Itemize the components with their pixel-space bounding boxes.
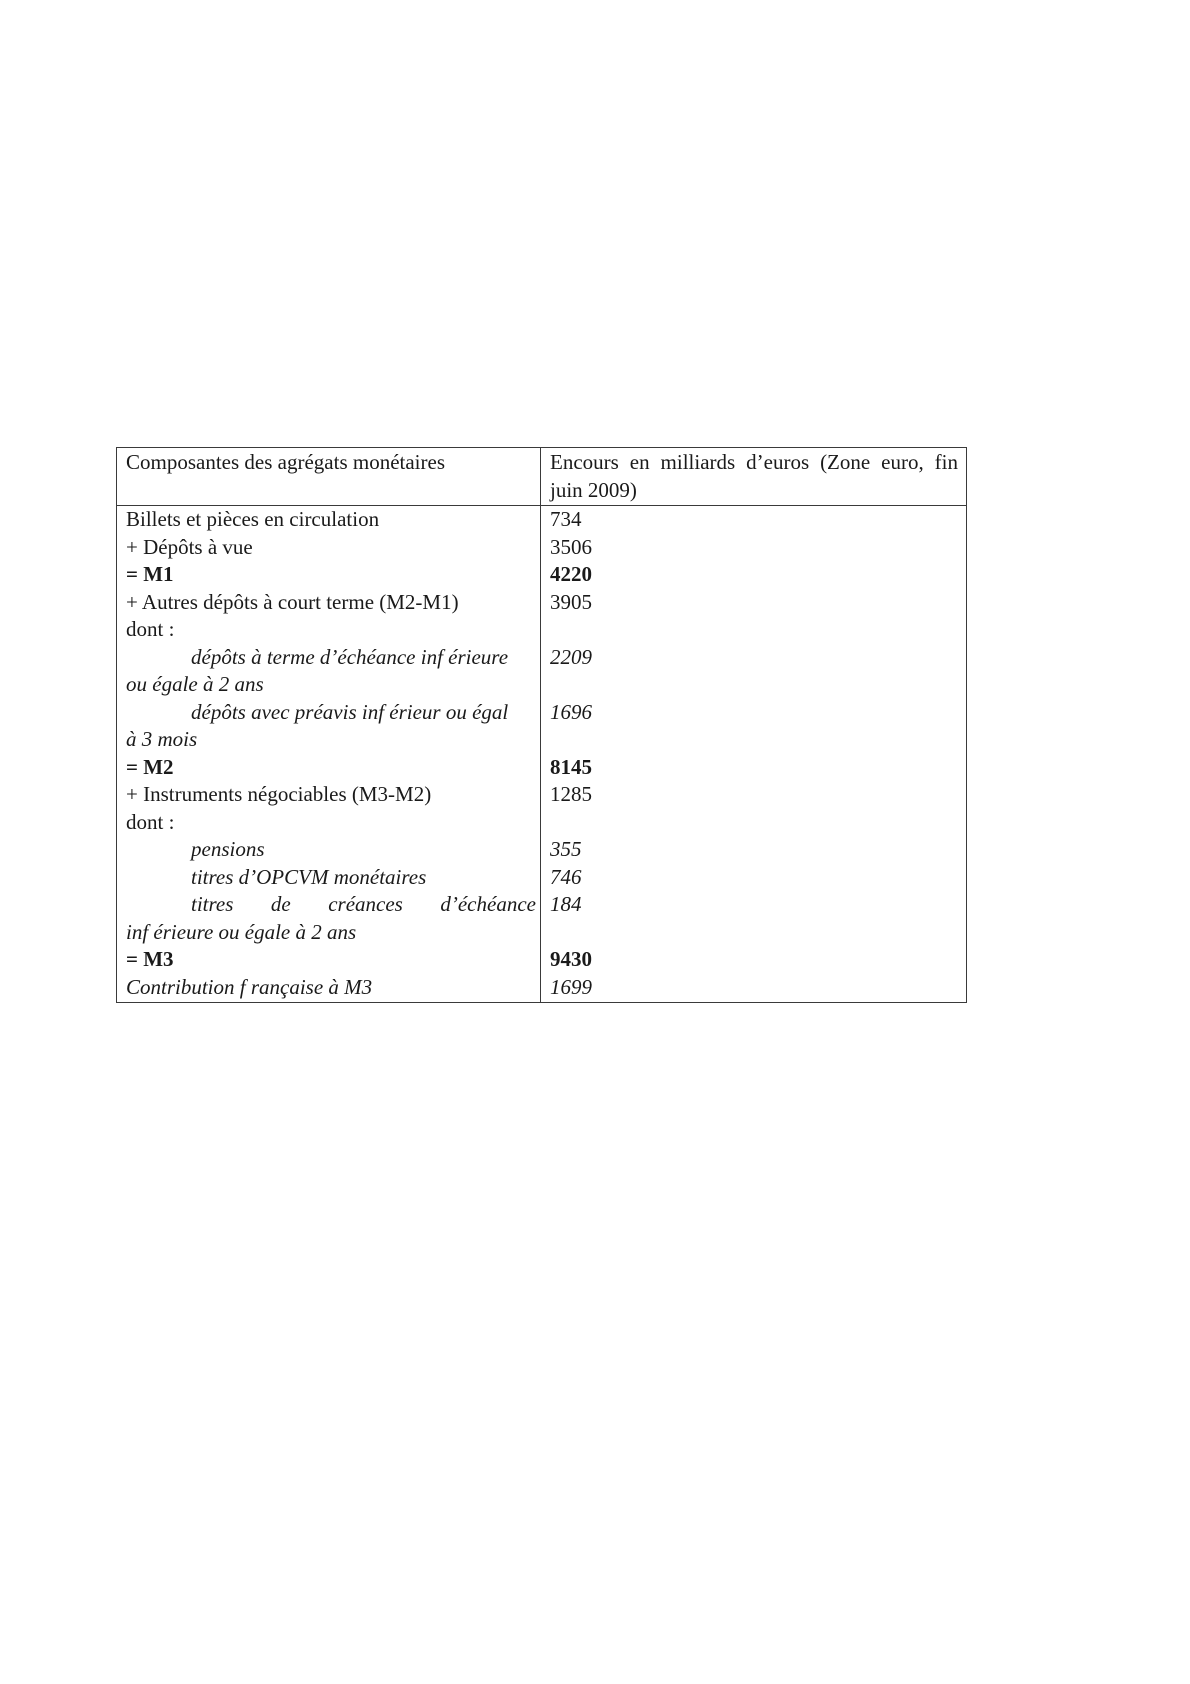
empty-value-line bbox=[550, 671, 958, 699]
component-value: 1285 bbox=[550, 782, 592, 806]
component-label: + Dépôts à vue bbox=[126, 534, 253, 559]
header-components-label: Composantes des agrégats monétaires bbox=[126, 450, 445, 474]
header-outstanding-label: Encours en milliards d’euros (Zone euro, fin juin 2009) bbox=[550, 450, 958, 502]
empty-value-line bbox=[550, 726, 958, 754]
values-column bbox=[541, 506, 966, 1002]
component-label: + Autres dépôts à court terme (M2-M1) bbox=[126, 589, 459, 614]
component-value: 2209 bbox=[550, 644, 592, 669]
component-value: 355 bbox=[550, 837, 582, 861]
component-label: à 3 mois bbox=[126, 727, 198, 751]
monetary-aggregates-table bbox=[116, 447, 967, 1003]
component-label: pensions bbox=[191, 837, 265, 861]
header-components bbox=[117, 448, 541, 505]
component-value: 734 bbox=[550, 507, 582, 531]
empty-value-line bbox=[550, 616, 958, 644]
component-value: 4220 bbox=[550, 562, 592, 586]
component-label: dépôts à terme d’échéance inf érieure bbox=[191, 644, 509, 669]
component-label: dépôts avec préavis inf érieur ou égal bbox=[191, 699, 509, 724]
component-label: inf érieure ou égale à 2 ans bbox=[126, 919, 357, 944]
component-label: + Instruments négociables (M3-M2) bbox=[126, 782, 432, 806]
header-outstanding bbox=[541, 448, 966, 505]
component-value: 184 bbox=[550, 892, 582, 916]
empty-value-line bbox=[550, 919, 958, 947]
component-value: 3905 bbox=[550, 589, 592, 614]
component-label: Contribution f rançaise à M3 bbox=[126, 974, 373, 999]
component-label: ou égale à 2 ans bbox=[126, 672, 264, 696]
empty-value-line bbox=[550, 809, 958, 837]
component-value: 3506 bbox=[550, 534, 592, 559]
component-label: dont : bbox=[126, 809, 175, 834]
components-column bbox=[117, 506, 541, 1002]
component-label: titres de créances d’échéance bbox=[191, 892, 536, 916]
component-label: = M2 bbox=[126, 754, 174, 779]
component-label: = M3 bbox=[126, 947, 174, 971]
component-label: Billets et pièces en circulation bbox=[126, 507, 380, 531]
component-value: 8145 bbox=[550, 754, 592, 779]
table-header-row bbox=[117, 448, 966, 506]
component-label: dont : bbox=[126, 617, 175, 641]
component-value: 1699 bbox=[550, 974, 592, 999]
table-body bbox=[117, 506, 966, 1002]
component-value: 9430 bbox=[550, 947, 592, 971]
component-value: 746 bbox=[550, 864, 582, 889]
component-label: titres d’OPCVM monétaires bbox=[191, 864, 427, 889]
component-value: 1696 bbox=[550, 699, 592, 724]
component-label: = M1 bbox=[126, 562, 174, 586]
